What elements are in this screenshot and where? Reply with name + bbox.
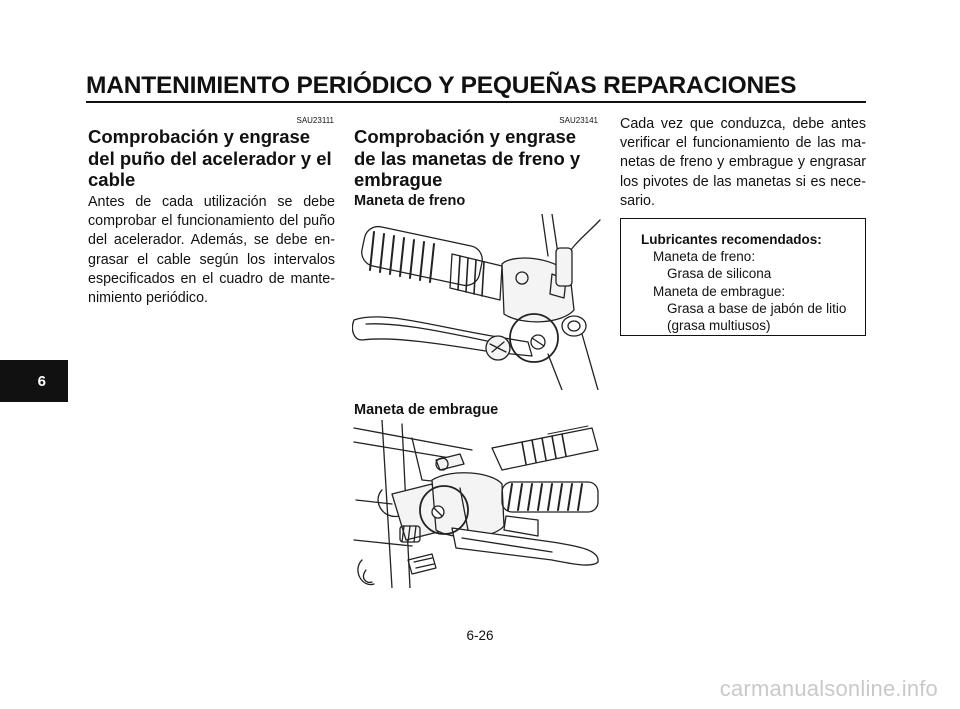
body-line: Cada vez que conduzca, debe antes [620, 116, 866, 132]
title-line: Comprobación y engrase [88, 126, 311, 147]
brake-lever-illustration [352, 214, 602, 390]
brake-lever-heading: Maneta de freno [354, 193, 466, 209]
body-line: los pivotes de las manetas si es nece- [620, 173, 866, 190]
body-line: netas de freno y embrague y engrasar [620, 154, 866, 171]
title-line: embrague [354, 169, 443, 190]
throttle-section-title [88, 126, 332, 191]
title-line: cable [88, 169, 136, 190]
clutch-lubricant-value: (grasa multiusos) [667, 318, 771, 334]
throttle-body [88, 193, 335, 308]
clutch-lever-illustration [352, 420, 602, 588]
clutch-lubricant-label: Maneta de embrague: [653, 283, 786, 299]
body-line: verificar el funcionamiento de las ma- [620, 135, 866, 152]
body-line: nimiento periódico. [88, 290, 209, 307]
lubricants-title: Lubricantes recomendados: [641, 232, 822, 247]
lubricants-box [620, 218, 866, 336]
body-line: del acelerador. Además, se debe en- [88, 232, 335, 249]
title-line: Comprobación y engrase [354, 126, 577, 147]
title-line: del puño del acelerador y el [88, 147, 332, 169]
section-code-throttle: SAU23111 [296, 116, 334, 125]
title-line: de las manetas de freno y [354, 147, 581, 169]
watermark: carmanualsonline.info [719, 676, 938, 701]
brake-lubricant-value: Grasa de silicona [667, 266, 772, 282]
body-line: grasar el cable según los intervalos [88, 251, 335, 268]
levers-section-title [354, 126, 580, 191]
chapter-tab: 6 [0, 360, 68, 402]
clutch-lubricant-value: Grasa a base de jabón de litio [667, 300, 847, 316]
brake-lubricant-label: Maneta de freno: [653, 249, 756, 265]
body-line: especificados en el cuadro de mante- [88, 270, 335, 287]
body-line: sario. [620, 192, 655, 209]
body-line: Antes de cada utilización se debe [88, 194, 335, 210]
page-number: 6-26 [466, 628, 494, 643]
body-line: comprobar el funcionamiento del puño [88, 213, 335, 230]
section-code-levers: SAU23141 [559, 116, 598, 125]
levers-body [620, 115, 866, 211]
clutch-lever-heading: Maneta de embrague [354, 402, 499, 418]
page-title: MANTENIMIENTO PERIÓDICO Y PEQUEÑAS REPARACIONES [86, 72, 797, 99]
grip-icon [359, 224, 502, 300]
title-rule [86, 101, 866, 103]
